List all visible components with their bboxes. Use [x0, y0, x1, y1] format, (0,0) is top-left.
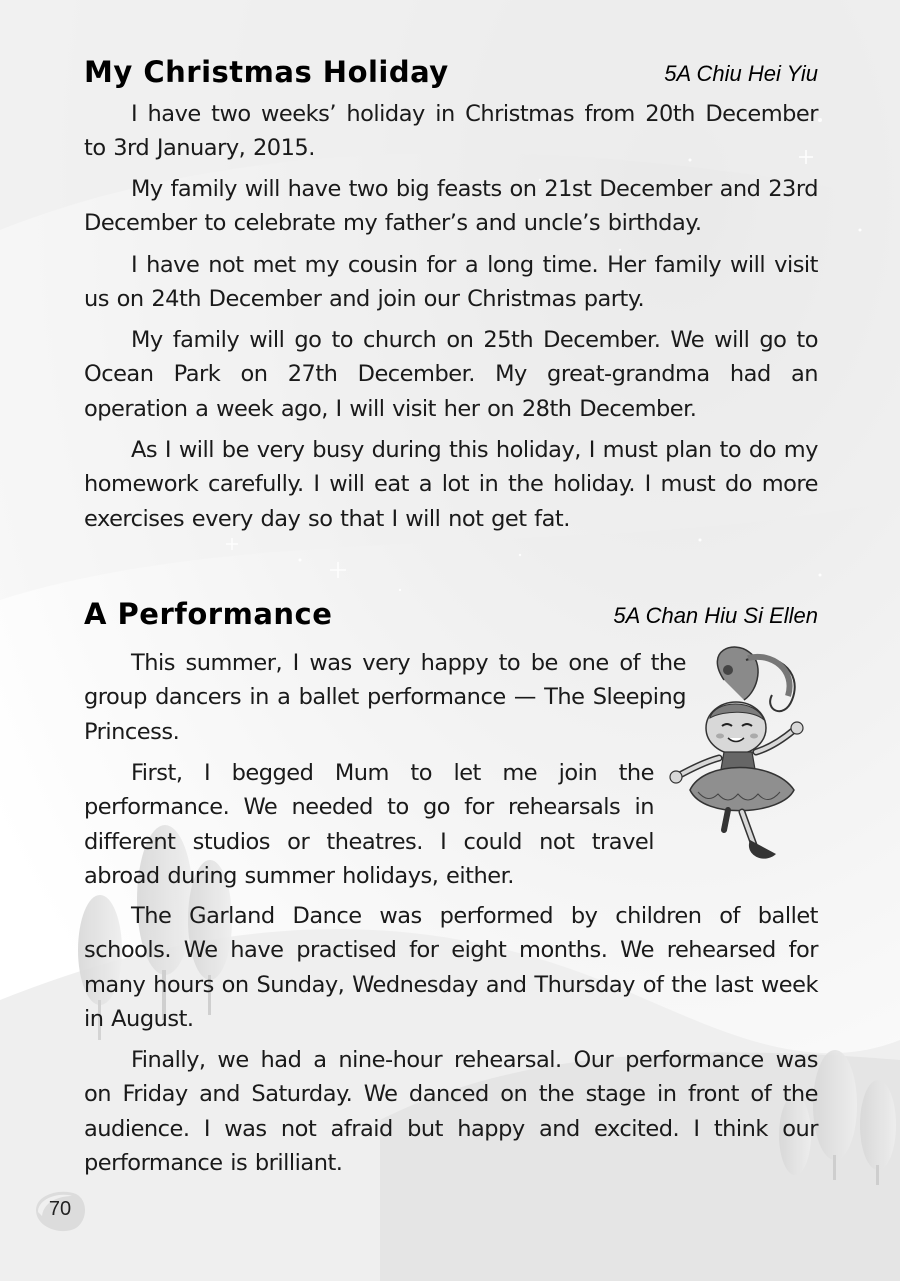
article-author-performance: 5A Chan Hiu Si Ellen	[613, 603, 818, 628]
paragraph: First, I begged Mum to let me join the performance. We needed to go for rehearsals in different studios or theatres. I could not travel abroad during summer holidays, either.	[84, 760, 654, 889]
paragraph: I have two weeks’ holiday in Christmas from 20th December to 3rd January, 2015.	[84, 101, 818, 162]
paragraph: As I will be very busy during this holiday, I must plan to do my homework carefully. I will eat a lot in the holiday. I must do more exercises every day so that I will not get fat.	[84, 437, 818, 532]
paragraph: Finally, we had a nine-hour rehearsal. Our performance was on Friday and Saturday. We danced on the stage in front of the audience. I was not afraid but happy and excited. I think our performance is brilliant.	[84, 1047, 818, 1176]
paragraph: I have not met my cousin for a long time. Her family will visit us on 24th December and join our Christmas party.	[84, 252, 818, 313]
page-number: 70	[48, 1198, 72, 1220]
ballerina-illustration	[664, 640, 820, 872]
article-title-christmas: My Christmas Holiday	[84, 55, 449, 89]
paragraph: The Garland Dance was performed by children of ballet schools. We have practised for eight months. We rehearsed for many hours on Sunday, Wednesday and Thursday of the last week in August.	[84, 903, 818, 1032]
paragraph: My family will go to church on 25th December. We will go to Ocean Park on 27th December. My great-grandma had an operation a week ago, I will visit her on 28th December.	[84, 327, 818, 422]
article-title-performance: A Performance	[84, 597, 333, 631]
article-author-christmas: 5A Chiu Hei Yiu	[664, 61, 818, 86]
paragraph: My family will have two big feasts on 21st December and 23rd December to celebrate my father’s and uncle’s birthday.	[84, 176, 818, 237]
page-number-badge	[32, 1186, 88, 1234]
paragraph: This summer, I was very happy to be one of the group dancers in a ballet performance — The Sleeping Princess.	[84, 650, 686, 745]
